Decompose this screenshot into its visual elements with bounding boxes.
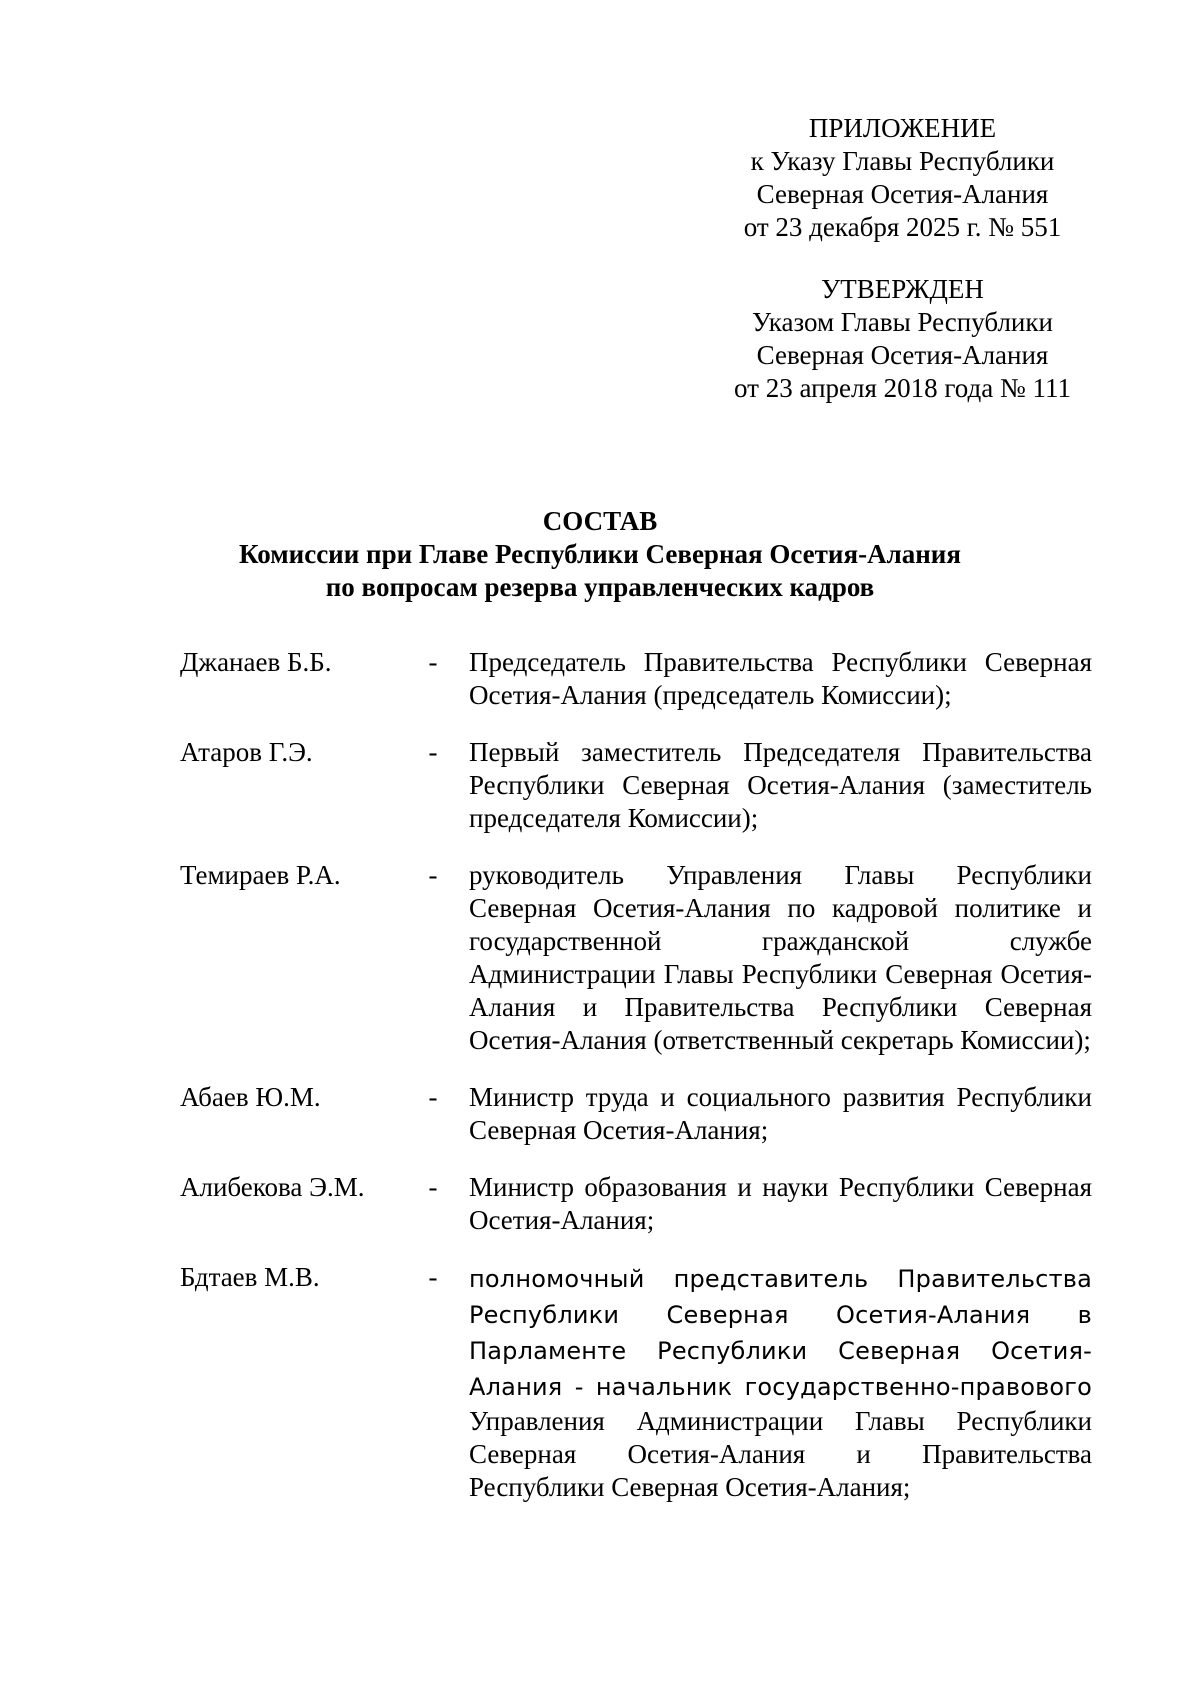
- appendix-stamp: [705, 112, 1100, 244]
- commission-purpose: по вопросам резерва управленческих кадров: [325, 572, 875, 602]
- member-item: [180, 1081, 1092, 1147]
- member-item: [180, 736, 1092, 835]
- document-title: СОСТАВ: [542, 506, 658, 536]
- member-dash: -: [428, 1262, 438, 1292]
- member-name: Темираев Р.А.: [180, 860, 341, 890]
- member-role: Председатель Правительства Республики Северная Осетия-Алания (председатель Комиссии);: [469, 647, 1092, 710]
- member-item: [180, 646, 1092, 712]
- member-dash: -: [428, 737, 438, 767]
- member-role: [469, 1261, 1092, 1504]
- member-dash: -: [428, 860, 438, 890]
- member-item: [180, 1261, 1092, 1504]
- approved-decree-ref: Указом Главы Республики: [752, 307, 1053, 337]
- member-name: Алибекова Э.М.: [180, 1172, 365, 1202]
- appendix-label: ПРИЛОЖЕНИЕ: [808, 113, 997, 143]
- appendix-republic: Северная Осетия-Алания: [756, 179, 1049, 209]
- member-role-part2: Управления Администрации Главы Республики Северная Осетия-Алания и Правительства Республики Северная Осетия-Алания;: [469, 1406, 1092, 1502]
- commission-name: Комиссии при Главе Республики Северная Осетия-Алания: [239, 539, 961, 569]
- member-name: Джанаев Б.Б.: [180, 647, 332, 677]
- member-role: Министр труда и социального развития Республики Северная Осетия-Алания;: [469, 1082, 1092, 1145]
- approved-stamp: [705, 273, 1100, 405]
- member-name: Атаров Г.Э.: [180, 737, 313, 767]
- approved-republic: Северная Осетия-Алания: [756, 340, 1049, 370]
- member-item: [180, 1171, 1092, 1237]
- appendix-decree-ref: к Указу Главы Республики: [750, 146, 1055, 176]
- member-role: Министр образования и науки Республики Северная Осетия-Алания;: [469, 1172, 1092, 1235]
- document-heading: [120, 505, 1080, 604]
- approved-date: от 23 апреля 2018 года № 111: [734, 373, 1071, 403]
- member-dash: -: [428, 1082, 438, 1112]
- approved-label: УТВЕРЖДЕН: [821, 274, 984, 304]
- member-name: Бдтаев М.В.: [180, 1262, 320, 1292]
- member-dash: -: [428, 647, 438, 677]
- member-name: Абаев Ю.М.: [180, 1082, 321, 1112]
- member-dash: -: [428, 1172, 438, 1202]
- member-role-part1: полномочный представитель Правительства Республики Северная Осетия-Алания в Парламенте Республики Северная Осетия-Алания - начальник государственно-правового: [469, 1265, 1092, 1401]
- member-item: [180, 859, 1092, 1057]
- appendix-date: от 23 декабря 2025 г. № 551: [743, 212, 1062, 242]
- members-list: [180, 646, 1092, 1528]
- member-role: Первый заместитель Председателя Правительства Республики Северная Осетия-Алания (заместитель председателя Комиссии);: [469, 737, 1092, 833]
- member-role: руководитель Управления Главы Республики Северная Осетия-Алания по кадровой политике и государственной гражданской службе Администрации Главы Республики Северная Осетия-Алания и Правительства Республики Северная Осетия-Алания (ответственный секретарь Комиссии);: [469, 860, 1092, 1055]
